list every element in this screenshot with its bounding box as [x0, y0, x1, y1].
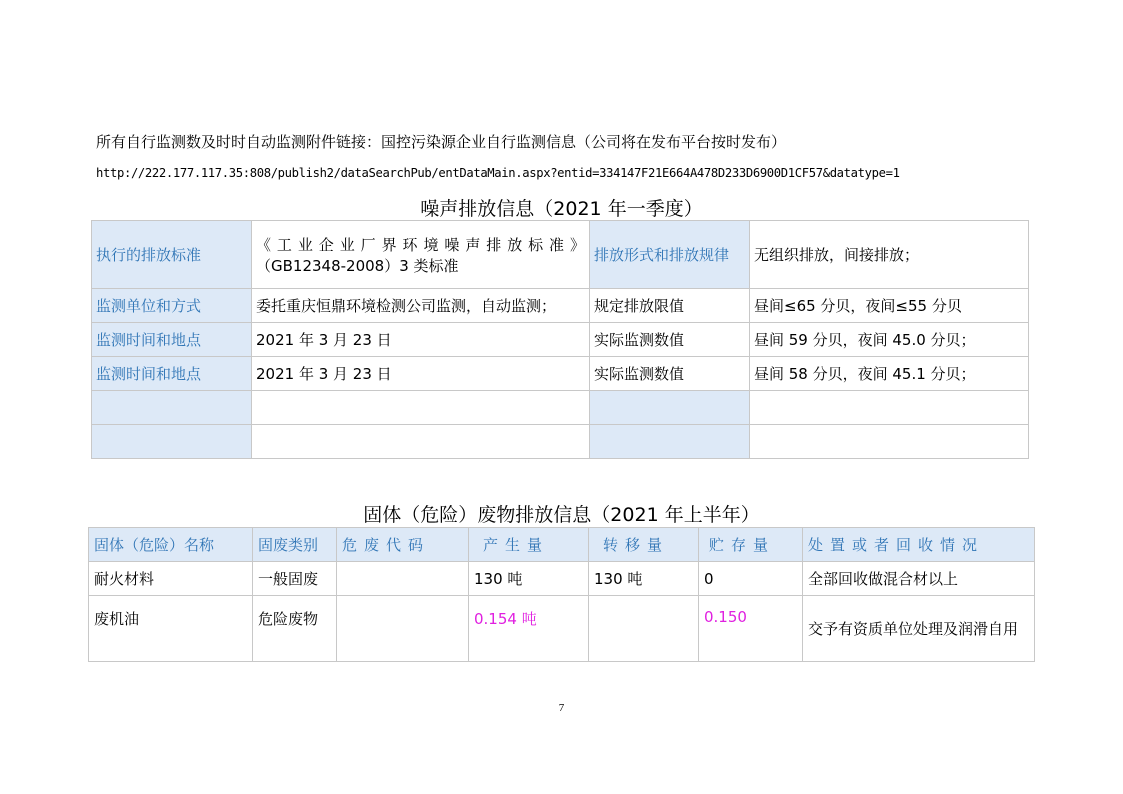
cell-value: 委托重庆恒鼎环境检测公司监测，自动监测；: [252, 289, 590, 323]
waste-code: [337, 562, 469, 596]
row-label: 实际监测数值: [590, 323, 750, 357]
empty-cell: [750, 425, 1029, 459]
waste-name: 耐火材料: [89, 562, 253, 596]
waste-table: [88, 527, 1035, 662]
row-label: 监测时间和地点: [92, 323, 252, 357]
cell-value: 无组织排放，间接排放；: [750, 221, 1029, 289]
table-row: [92, 323, 1029, 357]
table-row: [92, 391, 1029, 425]
monitoring-link[interactable]: http://222.177.117.35:808/publish2/dataSearchPub/entDataMain.aspx?entid=334147F21E664A478D233D6900D1CF57&datatype=1: [96, 166, 900, 180]
intro-text: 所有自行监测数及时时自动监测附件链接：国控污染源企业自行监测信息（公司将在发布平台按时发布）: [96, 133, 787, 151]
waste-stored: 0: [699, 562, 803, 596]
row-label: 实际监测数值: [590, 357, 750, 391]
waste-code: [337, 596, 469, 662]
empty-label: [590, 391, 750, 425]
table-row: [92, 289, 1029, 323]
header-disposal: 处置或者回收情况: [803, 528, 1035, 562]
waste-transferred: [589, 596, 699, 662]
row-label: 执行的排放标准: [92, 221, 252, 289]
cell-value: 2021 年 3 月 23 日: [252, 323, 590, 357]
waste-category: 一般固废: [253, 562, 337, 596]
cell-value: 昼间 59 分贝，夜间 45.0 分贝；: [750, 323, 1029, 357]
table-row: [89, 596, 1035, 662]
waste-disposal: 交予有资质单位处理及润滑自用: [803, 596, 1035, 662]
header-code: 危废代码: [337, 528, 469, 562]
standard-name: 《工业企业厂界环境噪声排放标准》: [256, 235, 585, 254]
header-stored: 贮存量: [699, 528, 803, 562]
waste-name: 废机油: [89, 596, 253, 662]
empty-label: [92, 425, 252, 459]
header-row: [89, 528, 1035, 562]
header-transferred: 转移量: [589, 528, 699, 562]
page-number: 7: [558, 702, 565, 714]
noise-section-title: 噪声排放信息（2021 年一季度）: [420, 198, 703, 220]
empty-cell: [252, 425, 590, 459]
waste-section-title: 固体（危险）废物排放信息（2021 年上半年）: [363, 504, 760, 526]
cell-value: [252, 221, 590, 289]
waste-disposal: 全部回收做混合材以上: [803, 562, 1035, 596]
row-label: 监测单位和方式: [92, 289, 252, 323]
noise-table: [91, 220, 1029, 459]
empty-cell: [252, 391, 590, 425]
waste-transferred: 130 吨: [589, 562, 699, 596]
waste-produced: 130 吨: [469, 562, 589, 596]
table-row: [89, 562, 1035, 596]
empty-label: [92, 391, 252, 425]
row-label: 监测时间和地点: [92, 357, 252, 391]
cell-value: 昼间≤65 分贝，夜间≤55 分贝: [750, 289, 1029, 323]
cell-value: 2021 年 3 月 23 日: [252, 357, 590, 391]
table-row: [92, 357, 1029, 391]
header-name: 固体（危险）名称: [89, 528, 253, 562]
empty-cell: [750, 391, 1029, 425]
header-category: 固废类别: [253, 528, 337, 562]
empty-label: [590, 425, 750, 459]
table-row: [92, 425, 1029, 459]
row-label: 排放形式和排放规律: [590, 221, 750, 289]
waste-stored: 0.150: [699, 596, 803, 662]
waste-produced: 0.154 吨: [469, 596, 589, 662]
header-produced: 产生量: [469, 528, 589, 562]
row-label: 规定排放限值: [590, 289, 750, 323]
waste-category: 危险废物: [253, 596, 337, 662]
cell-value: 昼间 58 分贝，夜间 45.1 分贝；: [750, 357, 1029, 391]
standard-code: （GB12348-2008）3 类标准: [256, 256, 459, 275]
table-row: [92, 221, 1029, 289]
